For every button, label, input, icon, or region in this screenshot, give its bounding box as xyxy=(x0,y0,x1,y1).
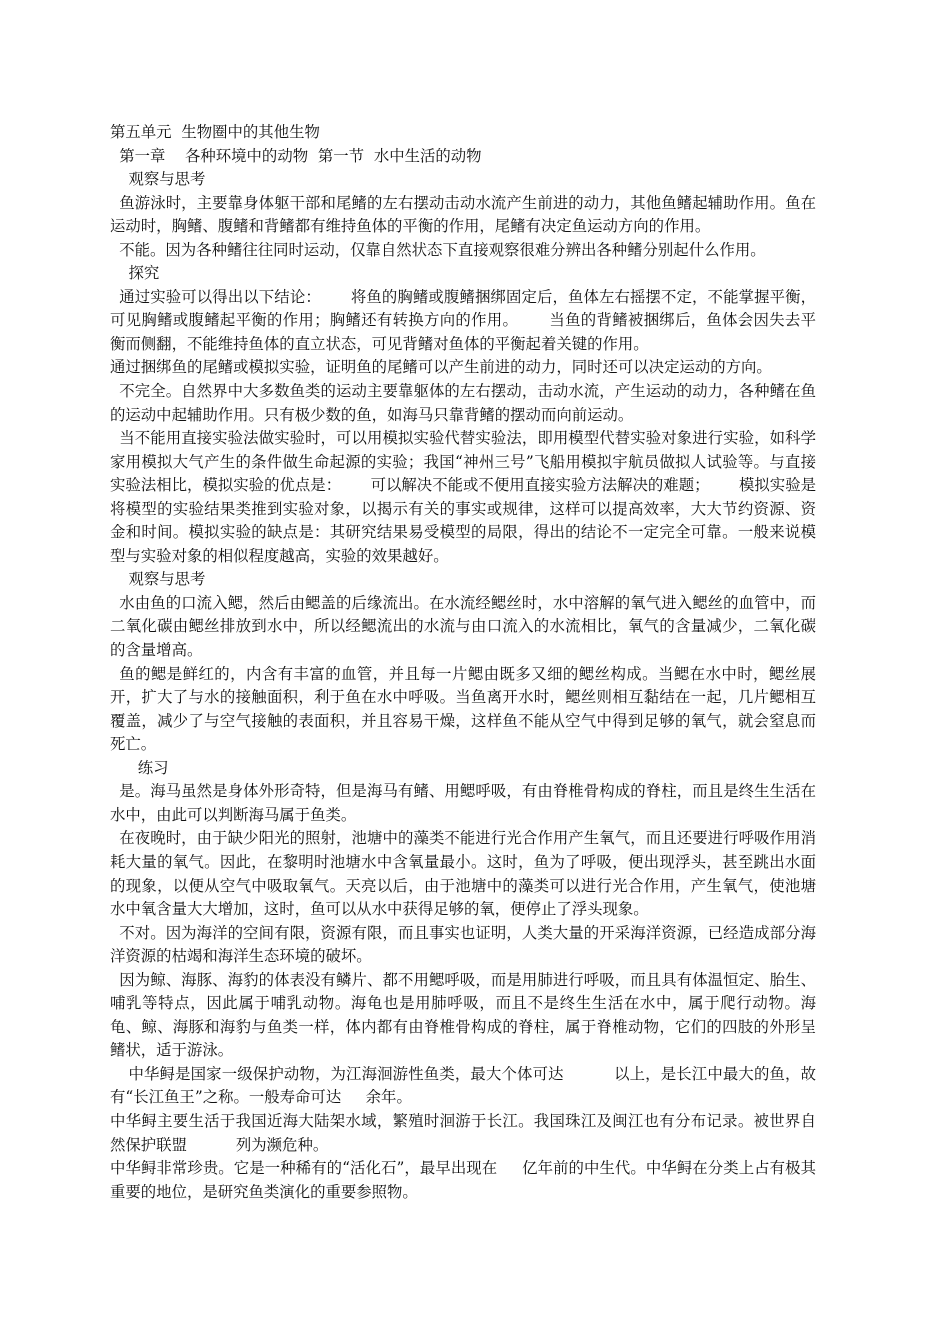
paragraph: 中华鲟非常珍贵。它是一种稀有的“活化石”，最早出现在 亿年前的中生代。中华鲟在分类上占有极其重要的地位，是研究鱼类演化的重要参照物。 xyxy=(110,1159,816,1201)
paragraph: 鱼的鳃是鲜红的，内含有丰富的血管，并且每一片鳃由既多又细的鳃丝构成。当鳃在水中时，鳃丝展开，扩大了与水的接触面积，利于鱼在水中呼吸。当鱼离开水时，鳃丝则相互黏结在一起，几片鳃相互覆盖，减少了与空气接触的表面积，并且容易干燥，这样鱼不能从空气中得到足够的氧气，就会窒息而死亡。 xyxy=(110,664,816,754)
paragraph: 通过捆绑鱼的尾鳍或模拟实验，证明鱼的尾鳍可以产生前进的动力，同时还可以决定运动的方向。 xyxy=(110,358,772,377)
chapter-title: 第一章 各种环境中的动物 第一节 水中生活的动物 xyxy=(119,146,482,165)
paragraph: 观察与思考 xyxy=(128,570,206,589)
paragraph: 不能。因为各种鳍往往同时运动，仅靠自然状态下直接观察很难分辨出各种鳍分别起什么作用。 xyxy=(119,240,766,259)
document-body xyxy=(110,121,816,1204)
paragraph: 鱼游泳时，主要靠身体躯干部和尾鳍的左右摆动击动水流产生前进的动力，其他鱼鳍起辅助作用。鱼在运动时，胸鳍、腹鳍和背鳍都有维持鱼体的平衡的作用，尾鳍有决定鱼运动方向的作用。 xyxy=(110,193,816,236)
paragraph: 通过实验可以得出以下结论： 将鱼的胸鳍或腹鳍捆绑固定后，鱼体左右摇摆不定，不能掌握平衡，可见胸鳍或腹鳍起平衡的作用；胸鳍还有转换方向的作用。 当鱼的背鳍被捆绑后，鱼体会因失去平衡而侧翻，不能维持鱼体的直立状态，可见背鳍对鱼体的平衡起着关键的作用。 xyxy=(110,287,816,353)
paragraph: 是。海马虽然是身体外形奇特，但是海马有鳍、用鳃呼吸，有由脊椎骨构成的脊柱，而且是终生生活在水中，由此可以判断海马属于鱼类。 xyxy=(110,782,816,824)
paragraph: 观察与思考 xyxy=(128,170,206,189)
unit-title: 第五单元 生物圈中的其他生物 xyxy=(110,123,320,141)
paragraph-list xyxy=(110,168,816,1204)
paragraph: 中华鲟是国家一级保护动物，为江海洄游性鱼类，最大个体可达 以上，是长江中最大的鱼，故有“长江鱼王”之称。一般寿命可达 余年。 xyxy=(110,1064,816,1107)
paragraph: 当不能用直接实验法做实验时，可以用模拟实验代替实验法，即用模型代替实验对象进行实验，如科学家用模拟大气产生的条件做生命起源的实验；我国“神州三号”飞船用模拟宇航员做拟人试验等。与直接实验法相比，模拟实验的优点是： 可以解决不能或不便用直接实验方法解决的难题； 模拟实验是将模型的实验结果类推到实验对象，以揭示有关的事实或规律，这样可以提高效率，大大节约资源、资金和时间。模拟实验的缺点是：其研究结果易受模型的局限，得出的结论不一定完全可靠。一般来说模型与实验对象的相似程度越高，实验的效果越好。 xyxy=(110,429,816,565)
paragraph: 因为鲸、海豚、海豹的体表没有鳞片、都不用鳃呼吸，而是用肺进行呼吸，而且具有体温恒定、胎生、哺乳等特点，因此属于哺乳动物。海龟也是用肺呼吸，而且不是终生生活在水中，属于爬行动物。海龟、鲸、海豚和海豹与鱼类一样，体内都有由脊椎骨构成的脊柱，属于脊椎动物，它们的四肢的外形呈鳍状，适于游泳。 xyxy=(110,970,816,1060)
paragraph: 不对。因为海洋的空间有限，资源有限，而且事实也证明，人类大量的开采海洋资源，已经造成部分海洋资源的枯竭和海洋生态环境的破坏。 xyxy=(110,923,816,966)
paragraph: 水由鱼的口流入鳃，然后由鳃盖的后缘流出。在水流经鳃丝时，水中溶解的氧气进入鳃丝的血管中，而二氧化碳由鳃丝排放到水中，所以经鳃流出的水流与由口流入的水流相比，氧气的含量减少，二氧化碳的含量增高。 xyxy=(110,593,816,660)
paragraph: 在夜晚时，由于缺少阳光的照射，池塘中的藻类不能进行光合作用产生氧气，而且还要进行呼吸作用消耗大量的氧气。因此，在黎明时池塘水中含氧量最小。这时，鱼为了呼吸，便出现浮头，甚至跳出水面的现象，以便从空气中吸取氧气。天亮以后，由于池塘中的藻类可以进行光合作用，产生氧气，使池塘水中氧含量大大增加，这时，鱼可以从水中获得足够的氧，便停止了浮头现象。 xyxy=(110,829,816,919)
paragraph: 中华鲟主要生活于我国近海大陆架水域，繁殖时洄游于长江。我国珠江及闽江也有分布记录。被世界自然保护联盟 列为濒危种。 xyxy=(110,1111,816,1154)
paragraph: 练习 xyxy=(137,758,169,777)
paragraph: 不完全。自然界中大多数鱼类的运动主要靠躯体的左右摆动，击动水流，产生运动的动力，各种鳍在鱼的运动中起辅助作用。只有极少数的鱼，如海马只靠背鳍的摆动而向前运动。 xyxy=(110,382,816,424)
paragraph: 探究 xyxy=(128,264,160,283)
